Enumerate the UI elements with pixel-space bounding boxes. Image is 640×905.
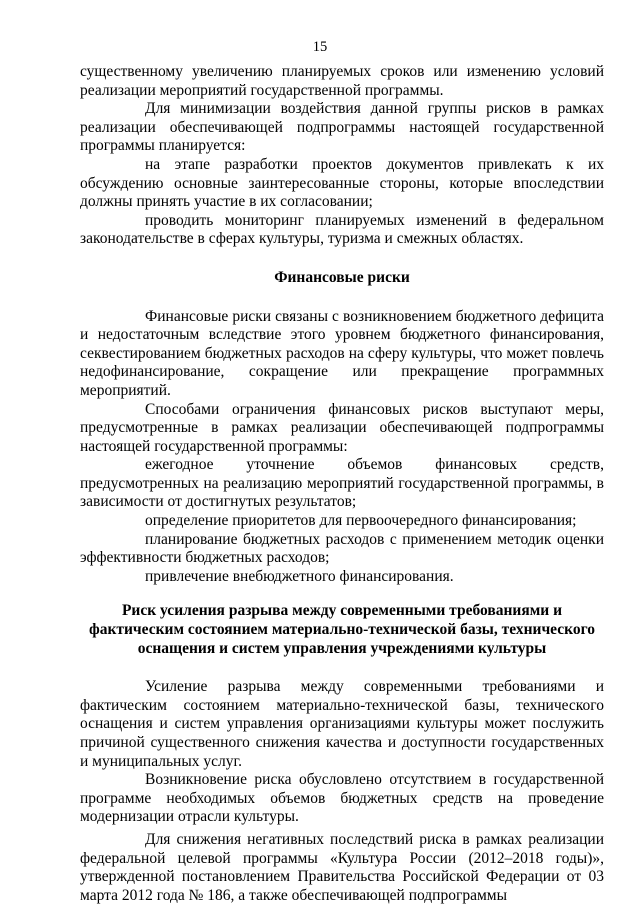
- list-item: планирование бюджетных расходов с применением методик оценки эффективности бюджетных расходов;: [80, 530, 604, 567]
- paragraph: существенному увеличению планируемых сроков или изменению условий реализации мероприятий государственной программы.: [80, 63, 604, 99]
- page-number: 15: [312, 39, 328, 55]
- paragraph: Усиление разрыва между современными требованиями и фактическим состоянием материально-технической базы, технического оснащения и систем управления организациями культуры может послужить причиной существенного снижения качества и доступности государственных и муниципальных услуг.: [80, 678, 604, 770]
- section-heading-gap-risk: Риск усиления разрыва между современными требованиями и фактическим состоянием материально-технической базы, технического оснащения и систем управления учреждениями культуры: [88, 602, 596, 657]
- paragraph: Для минимизации воздействия данной группы рисков в рамках реализации обеспечивающей подпрограммы настоящей государственной программы планируется:: [80, 100, 604, 155]
- paragraph: Для снижения негативных последствий риска в рамках реализации федеральной целевой программы «Культура России (2012–2018 годы)», утвержденной постановлением Правительства Российской Федерации от 03 марта 2012 года № 186, а также обеспечивающей подпрограммы: [80, 830, 604, 904]
- list-item: проводить мониторинг планируемых изменений в федеральном законодательстве в сферах культуры, туризма и смежных областях.: [80, 211, 604, 248]
- list-item: ежегодное уточнение объемов финансовых средств, предусмотренных на реализацию мероприятий государственной программы, в зависимости от достигнутых результатов;: [80, 456, 604, 511]
- list-item: определение приоритетов для первоочередного финансирования;: [145, 512, 577, 530]
- document-body: [80, 63, 604, 905]
- paragraph: Финансовые риски связаны с возникновением бюджетного дефицита и недостаточным вследствие этого уровнем бюджетного финансирования, секвестированием бюджетных расходов на сферу культуры, что может повлечь недофинансирование, сокращение или прекращение программных мероприятий.: [80, 307, 604, 399]
- list-item: привлечение внебюджетного финансирования.: [145, 567, 454, 585]
- list-item: на этапе разработки проектов документов привлекать к их обсуждению основные заинтересованные стороны, которые впоследствии должны принять участие в их согласовании;: [80, 155, 604, 211]
- paragraph: Способами ограничения финансовых рисков выступают меры, предусмотренные в рамках реализации обеспечивающей подпрограммы настоящей государственной программы:: [80, 400, 604, 455]
- paragraph: Возникновение риска обусловлено отсутствием в государственной программе необходимых объемов бюджетных средств на проведение модернизации отрасли культуры.: [80, 771, 604, 826]
- section-heading-financial-risks: Финансовые риски: [274, 268, 410, 286]
